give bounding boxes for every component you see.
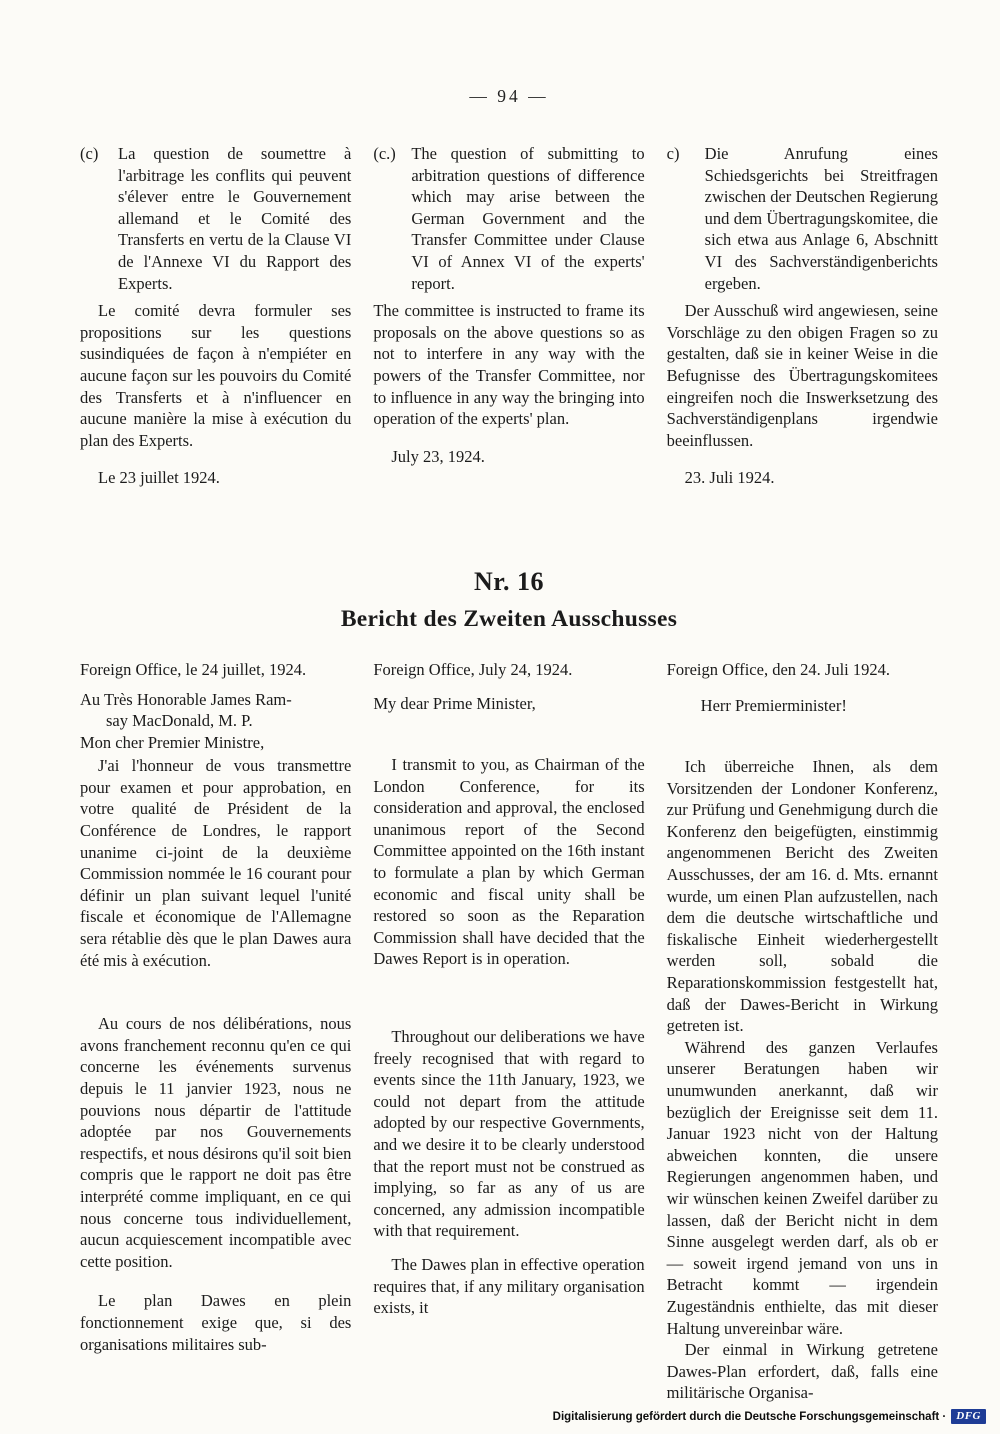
- trilingual-section-top: [80, 143, 938, 489]
- dfg-logo: DFG: [951, 1409, 986, 1424]
- item-text: Die Anrufung eines Schiedsgerichts bei Streitfragen zwischen der Deutschen Regierung und dem Übertragungskomitee, die sich etwa aus Anlage 6, Abschnitt VI des Sachverständigenberichts ergeben.: [704, 144, 938, 293]
- dateline: Foreign Office, den 24. Juli 1924.: [666, 659, 890, 679]
- paragraph: Au cours de nos délibérations, nous avons franchement reconnu qu'en ce qui concerne les événements survenus depuis le 11 janvier 1923, nous ne pouvions nous départir de l'attitude adoptée par nos Gouvernements respectifs, et nous désirons qu'il soit bien compris que le rapport ne doit pas être interprété comme impliquant, en ce qui nous concerne tous individuellement, aucun acquiescement incompatible avec cette position.: [80, 1014, 352, 1271]
- date-line: 23. Juli 1924.: [684, 468, 775, 488]
- paragraph: Der Ausschuß wird angewiesen, seine Vorschläge zu den obigen Fragen so zu gestalten, daß sie in keiner Weise in die Befugnisse des Übertragungskomitees eingreifen noch die Inswerksetzung des Sachverständigenplans irgendwie beeinflussen.: [666, 301, 938, 450]
- column-german-top: [667, 143, 938, 489]
- paragraph: Der einmal in Wirkung getretene Dawes-Plan erfordert, daß, falls eine militärische Organisa-: [666, 1340, 938, 1403]
- dateline: Foreign Office, le 24 juillet, 1924.: [80, 659, 307, 679]
- item-marker: (c.): [373, 144, 396, 163]
- paragraph: Le comité devra formuler ses propositions sur les questions susindiquées de façon à n'empiéter en aucune façon sur les pouvoirs du Comité des Transferts et à n'influencer en aucune manière la mise à exécution du plan des Experts.: [80, 301, 352, 450]
- list-item-c-german: [667, 143, 938, 294]
- address-line: Au Très Honorable James Ram-: [80, 689, 292, 709]
- list-item-c-french: [80, 143, 351, 294]
- column-french-report: [80, 659, 351, 1404]
- report-number-heading: Nr. 16: [474, 566, 544, 596]
- paragraph: Während des ganzen Verlaufes unserer Beratungen haben wir unumwunden anerkannt, daß wir bezüglich der Ereignisse seit dem 11. Januar 1923 nicht von der Haltung abweichen konnten, die unsere Regierungen angenommen haben, und wir wünschen keinen Zweifel darüber zu lassen, daß der Bericht nicht in dem Sinne ausgelegt werden darf, als ob er — soweit irgend jemand von uns in Betracht kommt — irgendein Zugeständnis enthielte, das mit dieser Haltung unvereinbar wäre.: [666, 1037, 938, 1338]
- column-english-report: [373, 659, 644, 1404]
- date-line: Le 23 juillet 1924.: [98, 468, 220, 488]
- column-french-top: [80, 143, 351, 489]
- digitization-credit: [553, 1409, 986, 1424]
- column-english-top: [373, 143, 644, 489]
- item-marker: c): [666, 144, 680, 163]
- date-line: July 23, 1924.: [391, 446, 485, 466]
- paragraph: I transmit to you, as Chairman of the London Conference, for its consideration and approval, the enclosed unanimous report of the Second Committee appointed on the 16th instant to formulate a plan by which German economic and fiscal unity shall be restored so soon as the Reparation Commission shall have decided that the Dawes Report is in operation.: [373, 755, 645, 969]
- paragraph: Throughout our deliberations we have freely recognised that with regard to events since the 11th January, 1923, we could not depart from the attitude adopted by our respective Governments, and we desire it to be clearly understood that the report must not be construed as implying, so far as any of us are concerned, any admission incompatible with that requirement.: [373, 1027, 645, 1241]
- salutation: Herr Premierminister!: [700, 695, 847, 715]
- item-text: The question of submitting to arbitration questions of difference which may arise between the German Government and the Transfer Committee under Clause VI of Annex VI of the experts' report.: [411, 144, 645, 293]
- list-item-c-english: [373, 143, 644, 294]
- salutation: Mon cher Premier Ministre,: [80, 732, 265, 752]
- salutation: My dear Prime Minister,: [373, 693, 536, 713]
- item-text: La question de soumettre à l'arbitrage les conflits qui peuvent s'élever entre le Gouvernement allemand et le Comité des Transferts en vertu de la Clause VI de l'Annexe VI du Rapport des Experts.: [118, 144, 352, 293]
- column-german-report: [667, 659, 938, 1404]
- digitization-credit-text: Digitalisierung gefördert durch die Deutsche Forschungsgemeinschaft ·: [552, 1410, 947, 1423]
- report-title-heading: Bericht des Zweiten Ausschusses: [340, 605, 678, 632]
- paragraph: Ich überreiche Ihnen, als dem Vorsitzenden der Londoner Konferenz, zur Prüfung und Genehmigung durch die Konferenz den beigefügten, einstimmig angenommenen Bericht des Zweiten Ausschusses, der am 16. d. Mts. ernannt wurde, um einen Plan aufzustellen, nach dem die deutsche wirtschaftliche und fiskalische Einheit wiederhergestellt werden soll, sobald die Reparationskommission festgestellt hat, daß der Dawes-Bericht in Wirkung getreten ist.: [666, 757, 938, 1036]
- paragraph: The Dawes plan in effective operation requires that, if any military organisation exists, it: [373, 1254, 645, 1318]
- paragraph: Le plan Dawes en plein fonctionnement exige que, si des organisations militaires sub-: [80, 1291, 352, 1354]
- trilingual-section-report: [80, 659, 938, 1404]
- paragraph: J'ai l'honneur de vous transmettre pour examen et pour approbation, en votre qualité de Président de la Conférence de Londres, le rapport unanime ci-joint de la deuxième Commission nommée le 16 courant pour définir un plan suivant lequel l'unité fiscale et économique de l'Allemagne sera rétablie dès que le plan Dawes aura été mis à exécution.: [80, 756, 352, 970]
- item-marker: (c): [80, 144, 99, 163]
- address-line: say MacDonald, M. P.: [106, 711, 253, 731]
- paragraph: The committee is instructed to frame its proposals on the above questions so as not to interfere in any way with the powers of the Transfer Committee, nor to influence in any way the bringing into operation of the experts' plan.: [373, 301, 645, 429]
- dateline: Foreign Office, July 24, 1924.: [373, 659, 573, 679]
- page-number: — 94 —: [469, 86, 549, 106]
